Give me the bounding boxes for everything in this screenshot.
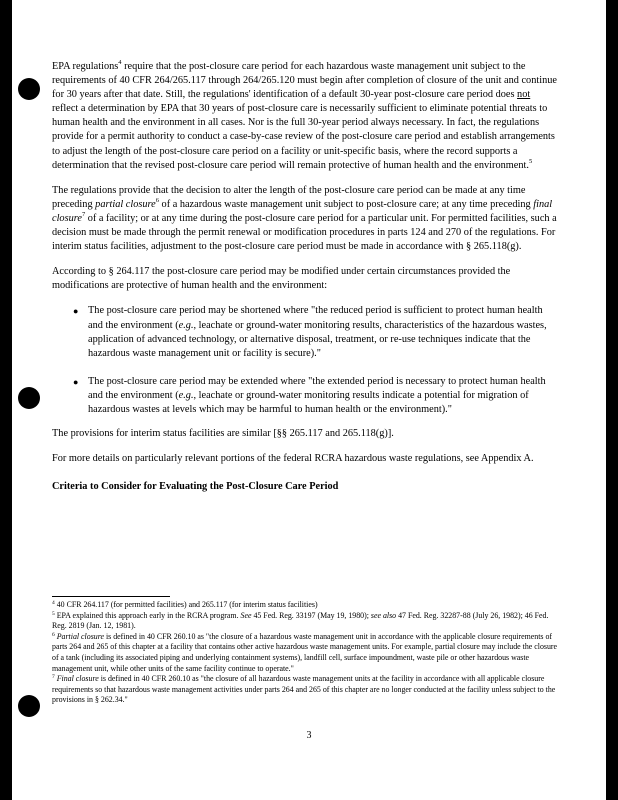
footnote-4: $^4$ 40 CFR 264.117 (for permitted facilities) and 265.117 (for interim status facilities): [52, 600, 318, 609]
footnotes: [52, 600, 558, 706]
footnote-6: $^6$ Partial closure is defined in 40 CFR 260.10 as "the closure of a hazardous waste management unit in accordance with the applicable closure requirements of parts 264 and 265 of this chapter at a facility that contains other active hazardous waste management units. For example, partial closure may include the closure of a tank (including its associated piping and underlying containment systems), landfill cell, surface impoundment, waste pile or other hazardous waste management unit, while other units of the same facility continue to operate.": [52, 631, 558, 673]
list-item: ● The post-closure care period may be extended where "the extended period is necessary to protect human health and the environment (e.g., leachate or ground-water monitoring results indicate a potential for migration of hazardous wastes at levels which may be harmful to human health or the environment).": [73, 375, 546, 415]
footnote-divider: [52, 596, 170, 597]
punch-hole-bottom: [18, 695, 40, 717]
bullet-icon: ●: [73, 306, 79, 317]
paragraph-interim-status: The provisions for interim status facilities are similar [§§ 265.117 and 265.118(g)].: [52, 428, 394, 440]
paragraph-epa-regulations: EPA regulations$^4$ require that the post-closure care period for each hazardous waste management unit subject to the requirements of 40 CFR 264/265.117 through 264/265.120 must begin after completion of closure of the unit and continue for 30 years after that date. Still, the regulations' identification of a default 30-year post-closure care period does not reflect a determination by EPA that 30 years of post-closure care is necessarily sufficient to eliminate potential threats to human health and the environment in all cases. Nor is the full 30-year period always necessary. In fact, the regulations provide for a permit authority to conduct a case-by-case review of the post-closure care period and establish arrangements to adjust the length of the post-closure care period on a facility or unit-specific basis, where the record supports a determination that the revised post-closure care period will remain protective of human health and the environment.$^5$: [52, 59, 557, 171]
paragraph-section-264-117: According to § 264.117 the post-closure care period may be modified under certain circumstances provided the modifications are protective of human health and the environment:: [52, 266, 511, 292]
modification-bullet-list: [52, 304, 558, 417]
paragraph-appendix-reference: For more details on particularly relevant portions of the federal RCRA hazardous waste regulations, see Appendix A.: [52, 453, 534, 465]
paragraph-decision-timing: The regulations provide that the decision to alter the length of the post-closure care period can be made at any time preceding partial closure$^6$ of a hazardous waste management unit subject to post-closure care; at any time preceding final closure$^7$ of a facility; or at any time during the post-closure care period for a particular unit. For permitted facilities, such a decision must be made through the permit renewal or modification procedures in parts 124 and 270 of the regulations. For interim status facilities, adjustment to the post-closure care period must be made in accordance with § 265.118(g).: [52, 184, 557, 253]
punch-hole-middle: [18, 387, 40, 409]
bullet-icon: ●: [73, 376, 79, 387]
body-text: [52, 60, 558, 505]
footnote-7: $^7$ Final closure is defined in 40 CFR 260.10 as "the closure of all hazardous waste management units at the facility in accordance with all applicable closure requirements so that hazardous waste management activities under parts 264 and 265 of this chapter are no longer conducted at the facility unless subject to the provisions in § 262.34.": [52, 674, 556, 705]
list-item: ● The post-closure care period may be shortened where "the reduced period is sufficient to protect human health and the environment (e.g., leachate or ground-water monitoring results, characteristics of the hazardous wastes, application of advanced technology, or alternative disposal, treatment, or re-use techniques indicate that the hazardous waste management unit or facility is secure).": [73, 305, 547, 359]
section-heading: Criteria to Consider for Evaluating the Post-Closure Care Period: [52, 481, 339, 493]
page-number: 3: [306, 730, 312, 741]
punch-hole-top: [18, 78, 40, 100]
footnote-5: $^5$ EPA explained this approach early in the RCRA program. See 45 Fed. Reg. 33197 (May 19, 1980); see also 47 Fed. Reg. 32287-88 (July 26, 1982); 46 Fed. Reg. 2819 (Jan. 12, 1981).: [52, 610, 549, 631]
